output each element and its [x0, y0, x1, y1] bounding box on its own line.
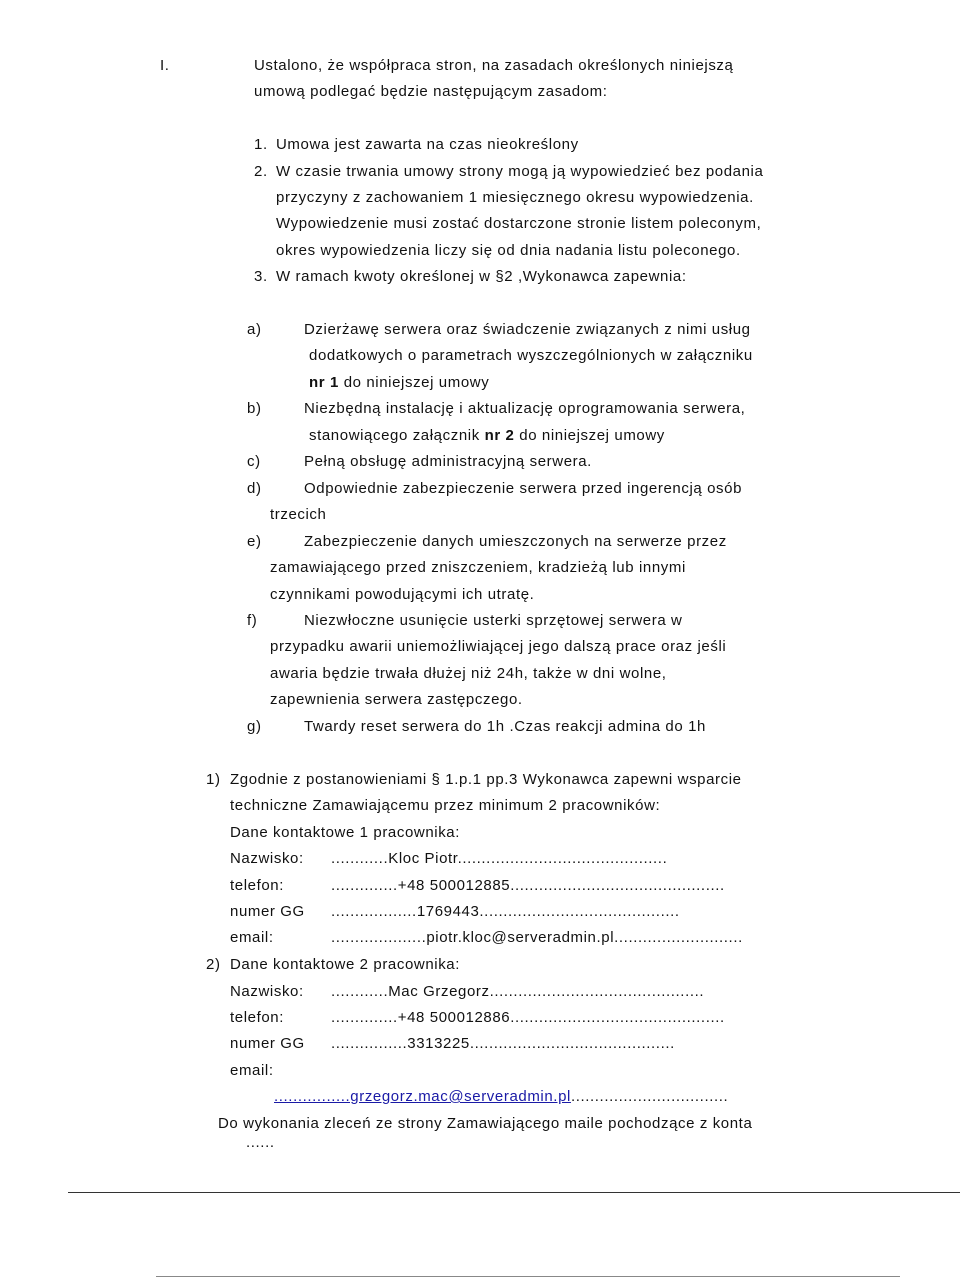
worker-2-gg-label: numer GG: [230, 1035, 305, 1052]
worker-1-phone-label: telefon:: [230, 877, 285, 894]
item-b-label: b): [247, 400, 262, 417]
worker-2-surname-label: Nazwisko:: [230, 983, 304, 1000]
footer-line-1: Do wykonania zleceń ze strony Zamawiającego maile pochodzące z konta: [218, 1115, 753, 1132]
worker-2-email-link[interactable]: ................grzegorz.mac@serveradmin.pl: [274, 1088, 571, 1105]
item-d-line-1: Odpowiednie zabezpieczenie serwera przed ingerencją osób: [304, 480, 743, 497]
worker-1-gg-label: numer GG: [230, 903, 305, 920]
intro-line-1: Ustalono, że współpraca stron, na zasadach określonych niniejszą: [254, 57, 734, 74]
item-e-line-3: czynnikami powodującymi ich utratę.: [270, 586, 535, 603]
item-a-line-3-rest: do niniejszej umowy: [338, 374, 490, 391]
item-f-line-4: zapewnienia serwera zastępczego.: [270, 691, 523, 708]
item-d-line-2: trzecich: [270, 506, 327, 523]
item-a-bold-ref: nr 1: [309, 374, 339, 391]
worker-1-email-value: ....................piotr.kloc@serveradmin.pl...........................: [331, 929, 743, 946]
item-e-label: e): [247, 533, 262, 550]
item-a-line-2: dodatkowych o parametrach wyszczególnionych w załączniku: [309, 347, 753, 364]
worker-1-heading: Dane kontaktowe 1 pracownika:: [230, 824, 461, 841]
rule-1-number: 1.: [254, 136, 268, 153]
rule-2-line-2: przyczyny z zachowaniem 1 miesięcznego okresu wypowiedzenia.: [276, 189, 754, 206]
rule-3-text: W ramach kwoty określonej w §2 ,Wykonawca zapewnia:: [276, 268, 687, 285]
item-f-line-1: Niezwłoczne usunięcie usterki sprzętowej serwera w: [304, 612, 683, 629]
item-b-bold-ref: nr 2: [484, 427, 515, 444]
support-line-2: techniczne Zamawiającemu przez minimum 2 pracowników:: [230, 797, 661, 814]
rule-2-line-1: W czasie trwania umowy strony mogą ją wypowiedzieć bez podania: [276, 163, 764, 180]
rule-3-number: 3.: [254, 268, 268, 285]
support-number-2: 2): [206, 956, 221, 973]
worker-2-gg-value: ................3313225...........................................: [331, 1035, 675, 1052]
item-a-line-1: Dzierżawę serwera oraz świadczenie związanych z nimi usług: [304, 321, 751, 338]
worker-1-email-label: email:: [230, 929, 274, 946]
worker-2-phone-label: telefon:: [230, 1009, 285, 1026]
worker-2-phone-value: ..............+48 500012886.............................................: [331, 1009, 725, 1026]
rule-2-line-4: okres wypowiedzenia liczy się od dnia nadania listu poleconego.: [276, 242, 741, 259]
worker-1-phone-value: ..............+48 500012885.............................................: [331, 877, 725, 894]
item-c-line-1: Pełną obsługę administracyjną serwera.: [304, 453, 592, 470]
item-g-label: g): [247, 718, 262, 735]
worker-2-email-label: email:: [230, 1062, 274, 1079]
worker-2-email-trail: .................................: [570, 1088, 729, 1105]
item-a-line-3: [309, 374, 489, 391]
item-f-label: f): [247, 612, 258, 629]
item-a-label: a): [247, 321, 262, 338]
item-b-line-2-pre: stanowiącego załącznik: [309, 427, 485, 444]
support-number-1: 1): [206, 771, 221, 788]
item-c-label: c): [247, 453, 261, 470]
item-e-line-2: zamawiającego przed zniszczeniem, kradzieżą lub innymi: [270, 559, 686, 576]
item-b-line-2-rest: do niniejszej umowy: [514, 427, 665, 444]
rule-2-line-3: Wypowiedzenie musi zostać dostarczone stronie listem poleconym,: [276, 215, 762, 232]
item-g-line-1: Twardy reset serwera do 1h .Czas reakcji admina do 1h: [304, 718, 706, 735]
item-f-line-2: przypadku awarii uniemożliwiającej jego dalszą prace oraz jeśli: [270, 638, 727, 655]
rule-2-number: 2.: [254, 163, 268, 180]
worker-1-surname-label: Nazwisko:: [230, 850, 304, 867]
worker-2-surname-value: ............Mac Grzegorz.............................................: [331, 983, 705, 1000]
rule-1-text: Umowa jest zawarta na czas nieokreślony: [276, 136, 579, 153]
footer-line-2: ......: [246, 1134, 275, 1151]
item-b-line-1: Niezbędną instalację i aktualizację oprogramowania serwera,: [304, 400, 746, 417]
item-b-line-2: [309, 427, 665, 444]
support-line-1: Zgodnie z postanowieniami § 1.p.1 pp.3 Wykonawca zapewni wsparcie: [230, 771, 742, 788]
worker-2-heading: Dane kontaktowe 2 pracownika:: [230, 956, 461, 973]
item-e-line-1: Zabezpieczenie danych umieszczonych na serwerze przez: [304, 533, 727, 550]
section-numeral: I.: [160, 57, 170, 74]
worker-1-surname-value: ............Kloc Piotr............................................: [331, 850, 668, 867]
page-divider: [68, 1192, 960, 1193]
item-d-label: d): [247, 480, 262, 497]
item-f-line-3: awaria będzie trwała dłużej niż 24h, także w dni wolne,: [270, 665, 667, 682]
intro-line-2: umową podlegać będzie następującym zasadom:: [254, 83, 608, 100]
footer-divider: [156, 1276, 900, 1277]
worker-1-gg-value: ..................1769443..........................................: [331, 903, 680, 920]
worker-2-email-value: [274, 1088, 728, 1105]
